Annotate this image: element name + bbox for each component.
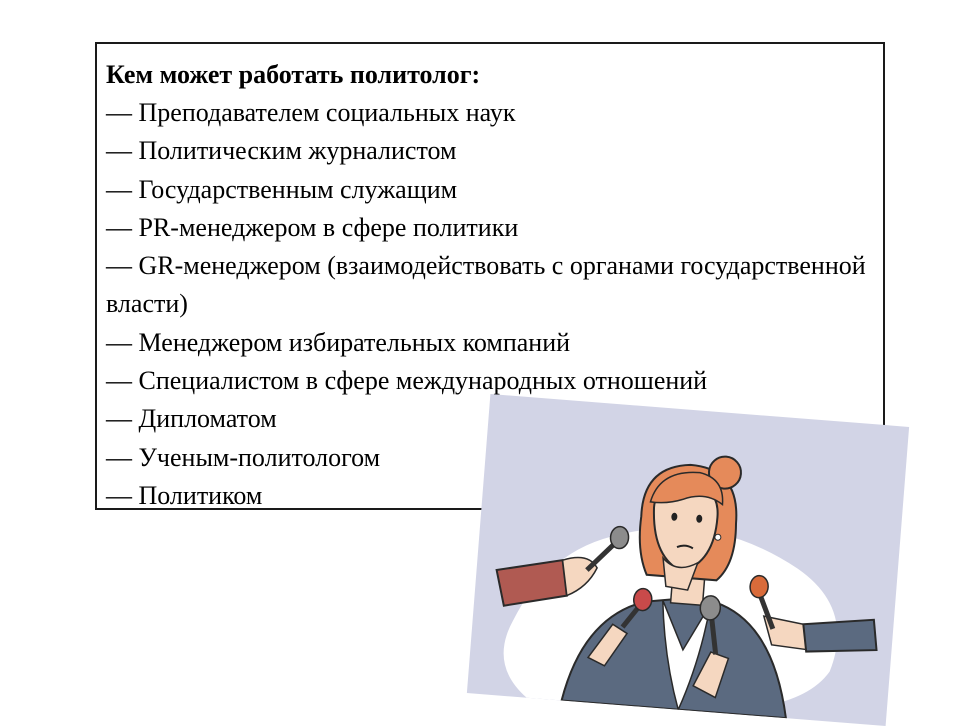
list-item: — Менеджером избирательных компаний: [106, 327, 571, 357]
list-item: — Специалистом в сфере международных отношений: [106, 366, 708, 396]
list-item: — Политическим журналистом: [106, 136, 457, 166]
list-item: — Ученым-политологом: [106, 442, 381, 472]
list-item: — Дипломатом: [106, 404, 277, 434]
press-interview-illustration: [467, 394, 909, 726]
list-item: — Преподавателем социальных наук: [106, 98, 516, 127]
list-item: — Политиком: [106, 480, 263, 510]
woman-with-microphones-icon: [467, 394, 909, 726]
list-item: — PR-менеджером в сфере политики: [106, 212, 519, 242]
list-item: — Государственным служащим: [106, 174, 458, 204]
list-item: — GR-менеджером (взаимодействовать с органами государственной власти): [106, 251, 866, 319]
slide-heading: Кем может работать политолог:: [106, 60, 481, 89]
